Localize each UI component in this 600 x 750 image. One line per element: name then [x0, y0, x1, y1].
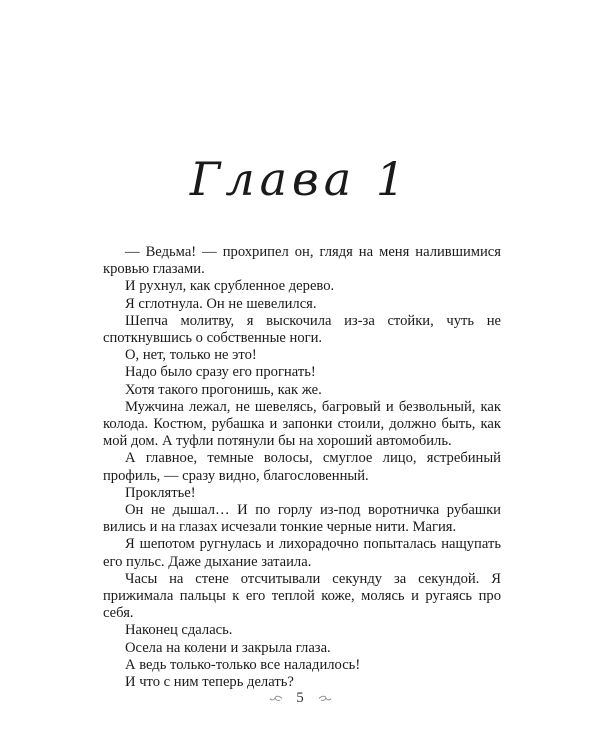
- paragraph: Часы на стене отсчитывали секунду за секундой. Я прижимала пальцы к его теплой коже, молясь и ругаясь про себя.: [103, 570, 501, 622]
- page-footer: [0, 690, 600, 707]
- paragraph: О, нет, только не это!: [125, 347, 257, 364]
- chapter-title: Глава 1: [189, 152, 411, 206]
- paragraph: Я шепотом ругнулась и лихорадочно попыталась нащупать его пульс. Даже дыхание затаила.: [103, 536, 501, 570]
- paragraph: Он не дышал… И по горлу из-под воротничка рубашки вились и на глазах исчезали тонкие черные нити. Магия.: [103, 502, 501, 536]
- paragraph: И рухнул, как срубленное дерево.: [125, 278, 335, 295]
- page-number: 5: [296, 690, 304, 706]
- paragraph: И что с ним теперь делать?: [125, 674, 294, 691]
- paragraph: Наконец сдалась.: [125, 622, 233, 639]
- flourish-left-icon: [269, 694, 283, 703]
- paragraph: А главное, темные волосы, смуглое лицо, ястребиный профиль, — сразу видно, благословенный.: [103, 450, 501, 484]
- paragraph: Шепча молитву, я выскочила из-за стойки, чуть не споткнувшись о собственные ноги.: [103, 312, 501, 347]
- paragraph: А ведь только-только все наладилось!: [125, 656, 361, 673]
- paragraph: Хотя такого прогонишь, как же.: [125, 381, 322, 398]
- paragraph: Я сглотнула. Он не шевелился.: [125, 295, 317, 312]
- paragraph: Мужчина лежал, не шевелясь, багровый и безвольный, как колода. Костюм, рубашка и запонки стоили, должно быть, как мой дом. А туфли потянули бы на хороший автомобиль.: [103, 398, 501, 450]
- chapter-body: [103, 244, 501, 691]
- paragraph: Осела на колени и закрыла глаза.: [125, 639, 331, 656]
- paragraph: — Ведьма! — прохрипел он, глядя на меня налившимися кровью глазами.: [103, 244, 501, 278]
- paragraph: Проклятье!: [125, 484, 196, 501]
- flourish-right-icon: [318, 694, 332, 703]
- paragraph: Надо было сразу его прогнать!: [125, 364, 316, 381]
